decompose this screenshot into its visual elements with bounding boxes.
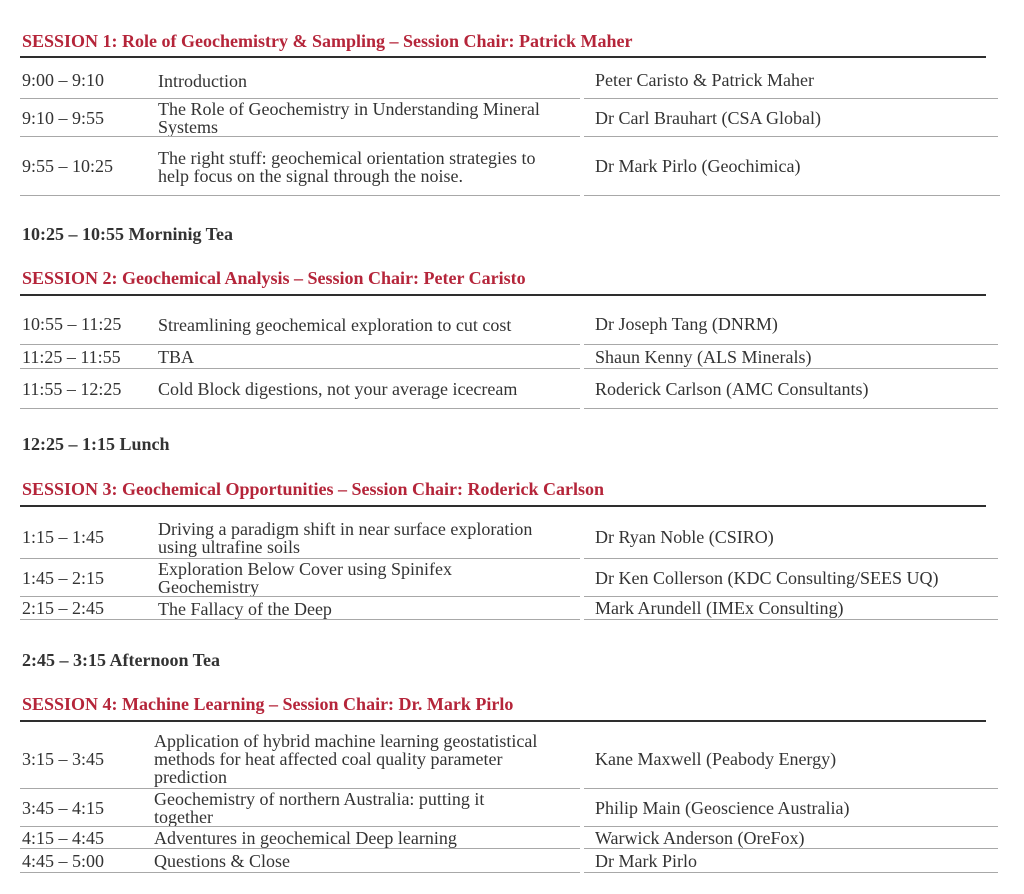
talk-time: 9:55 – 10:25: [22, 156, 114, 176]
session-3-rule: [20, 505, 986, 507]
talk-speaker: Warwick Anderson (OreFox): [595, 827, 805, 848]
talk-title: Geochemistry of northern Australia: putting it together: [154, 789, 485, 827]
row-divider: [20, 872, 580, 873]
talk-title: TBA: [158, 347, 194, 367]
talk-title: Cold Block digestions, not your average icecream: [158, 379, 518, 399]
talk-time: 4:45 – 5:00: [22, 850, 105, 871]
talk-title: Driving a paradigm shift in near surface exploration using ultrafine soils: [158, 518, 533, 557]
talk-title: Questions & Close: [154, 851, 291, 871]
talk-speaker: Philip Main (Geoscience Australia): [595, 797, 850, 818]
session-1-rule: [20, 56, 986, 58]
talk-time: 4:15 – 4:45: [22, 827, 105, 848]
session-4-title: SESSION 4: Machine Learning – Session Chair: Dr. Mark Pirlo: [22, 694, 514, 714]
talk-speaker: Roderick Carlson (AMC Consultants): [595, 378, 869, 399]
talk-speaker: Dr Ryan Noble (CSIRO): [595, 527, 774, 547]
row-divider: [584, 619, 998, 620]
row-divider: [584, 872, 998, 873]
session-4-row-1: [0, 729, 1024, 789]
talk-time: 11:25 – 11:55: [22, 346, 121, 367]
row-divider: [20, 408, 580, 409]
session-2-row-2: [0, 345, 1024, 369]
talk-title: Introduction: [158, 70, 247, 91]
session-2-row-1: [0, 304, 1024, 345]
talk-title: Streamlining geochemical exploration to cut cost: [158, 314, 512, 335]
talk-title: Adventures in geochemical Deep learning: [154, 828, 457, 848]
talk-title: Application of hybrid machine learning geostatistical methods for heat affected coal quality parameter prediction: [154, 731, 538, 787]
break-afternoon-tea: 2:45 – 3:15 Afternoon Tea: [22, 650, 220, 670]
talk-title: Exploration Below Cover using Spinifex Geochemistry: [158, 559, 452, 597]
talk-time: 9:00 – 9:10: [22, 70, 105, 90]
session-2-title: SESSION 2: Geochemical Analysis – Session Chair: Peter Caristo: [22, 268, 526, 288]
session-1-row-1: [0, 62, 1024, 99]
session-3-row-3: [0, 597, 1024, 620]
talk-speaker: Dr Carl Brauhart (CSA Global): [595, 107, 821, 128]
talk-time: 1:15 – 1:45: [22, 527, 105, 547]
talk-speaker: Dr Mark Pirlo (Geochimica): [595, 156, 801, 176]
talk-time: 3:45 – 4:15: [22, 797, 105, 818]
session-1-row-3: [0, 137, 1024, 196]
talk-time: 3:15 – 3:45: [22, 748, 105, 769]
talk-title: The right stuff: geochemical orientation strategies to help focus on the signal through the noise.: [158, 147, 536, 186]
row-divider: [584, 195, 1000, 196]
session-3-row-1: [0, 516, 1024, 559]
talk-speaker: Dr Joseph Tang (DNRM): [595, 314, 778, 334]
session-3-title: SESSION 3: Geochemical Opportunities – Session Chair: Roderick Carlson: [22, 479, 605, 499]
row-divider: [584, 408, 998, 409]
talk-time: 11:55 – 12:25: [22, 378, 122, 399]
talk-speaker: Peter Caristo & Patrick Maher: [595, 70, 814, 90]
talk-speaker: Mark Arundell (IMEx Consulting): [595, 598, 844, 618]
break-lunch: 12:25 – 1:15 Lunch: [22, 434, 170, 454]
session-4-row-2: [0, 789, 1024, 827]
session-2-rule: [20, 294, 986, 296]
row-divider: [20, 195, 580, 196]
talk-speaker: Shaun Kenny (ALS Minerals): [595, 346, 812, 367]
talk-time: 1:45 – 2:15: [22, 567, 105, 588]
session-4-rule: [20, 720, 986, 722]
session-4-row-3: [0, 827, 1024, 849]
session-3-row-2: [0, 559, 1024, 597]
talk-speaker: Kane Maxwell (Peabody Energy): [595, 748, 837, 769]
session-4-row-4: [0, 849, 1024, 873]
session-2-row-3: [0, 369, 1024, 409]
talk-speaker: Dr Ken Collerson (KDC Consulting/SEES UQ): [595, 567, 939, 588]
talk-time: 2:15 – 2:45: [22, 598, 105, 618]
talk-title: The Role of Geochemistry in Understanding Mineral Systems: [158, 99, 540, 137]
row-divider: [20, 619, 580, 620]
break-morning-tea: 10:25 – 10:55 Morninig Tea: [22, 224, 234, 244]
talk-time: 10:55 – 11:25: [22, 314, 122, 334]
session-1-title: SESSION 1: Role of Geochemistry & Sampling – Session Chair: Patrick Maher: [22, 31, 633, 51]
talk-title: The Fallacy of the Deep: [158, 598, 332, 619]
session-1-row-2: [0, 99, 1024, 137]
talk-time: 9:10 – 9:55: [22, 107, 105, 128]
talk-speaker: Dr Mark Pirlo: [595, 850, 697, 871]
